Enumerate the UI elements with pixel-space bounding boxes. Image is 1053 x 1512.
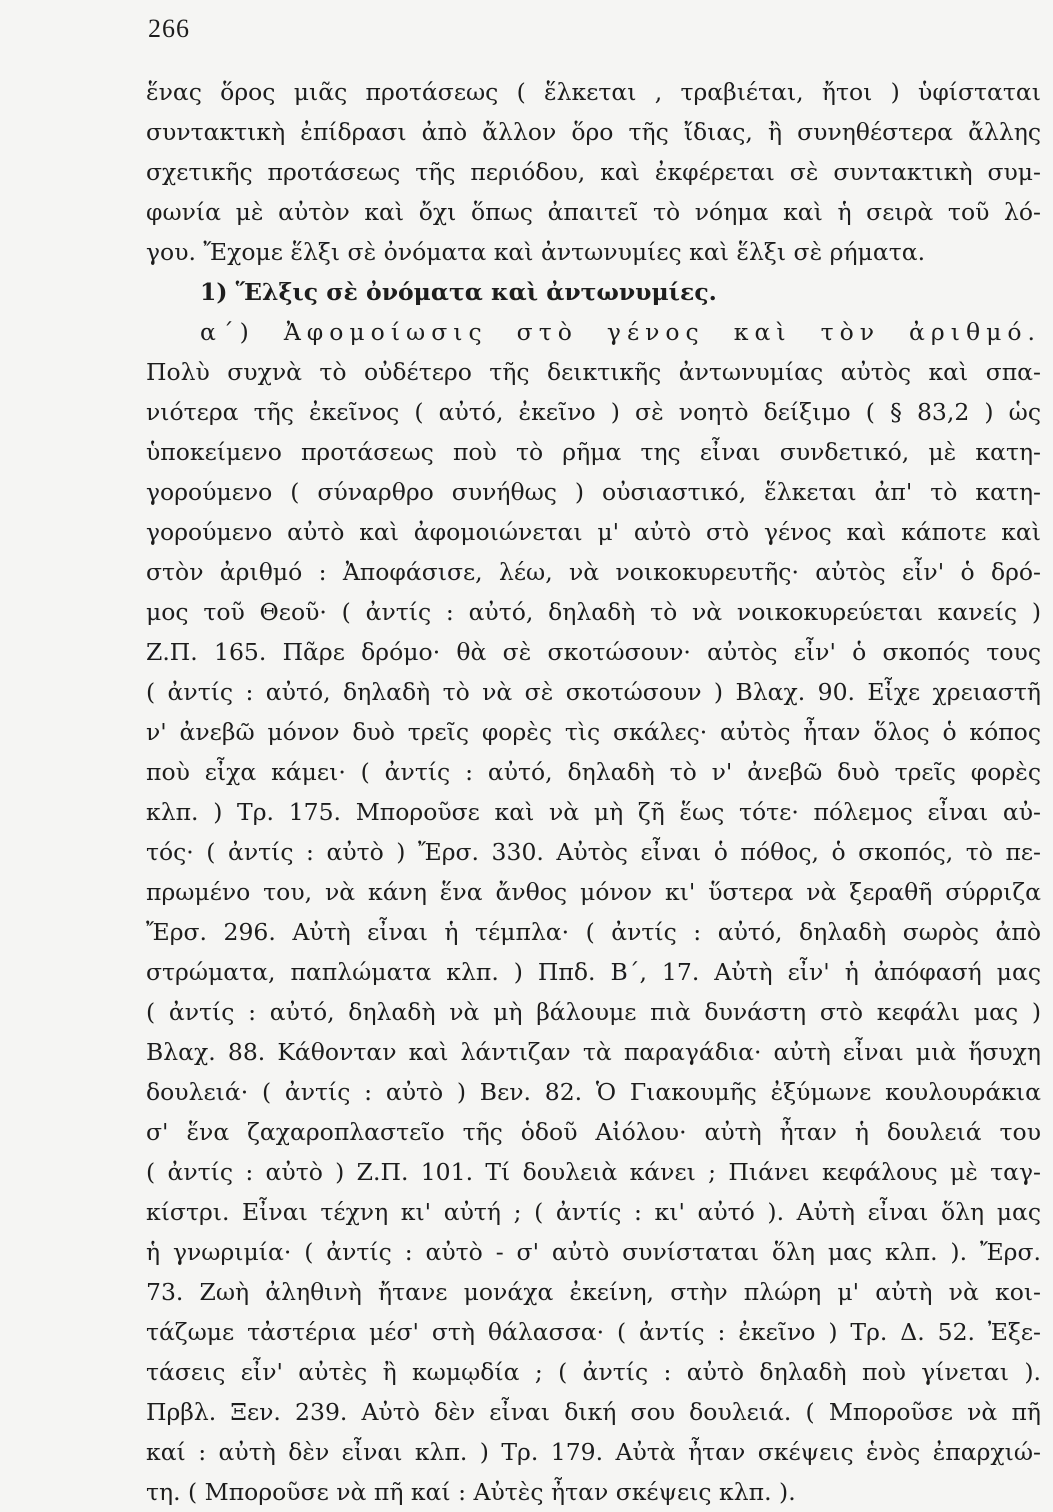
- page-number: 266: [148, 14, 190, 43]
- text-line: φωνία μὲ αὐτὸν καὶ ὄχι ὅπως ἀπαιτεῖ τὸ νόημα καὶ ἡ σειρὰ τοῦ λό-: [146, 198, 1041, 226]
- text-line: ἡ γνωριμία· ( ἀντίς : αὐτὸ - σ' αὐτὸ συνίσταται ὅλη μας κλπ. ). Ἔρσ.: [146, 1238, 1041, 1266]
- text-line: ποὺ εἶχα κάμει· ( ἀντίς : αὐτό, δηλαδὴ τὸ ν' ἀνεβῶ δυὸ τρεῖς φορὲς: [146, 758, 1041, 786]
- text-line: κίστρι. Εἶναι τέχνη κι' αὐτή ; ( ἀντίς : κι' αὐτό ). Αὐτὴ εἶναι ὅλη μας: [146, 1198, 1041, 1226]
- text-line: ( ἀντίς : αὐτὸ ) Ζ.Π. 101. Τί δουλειὰ κάνει ; Πιάνει κεφάλους μὲ ταγ-: [146, 1158, 1041, 1186]
- text-line: στρώματα, παπλώματα κλπ. ) Ππδ. Β΄, 17. Αὐτὴ εἶν' ἡ ἀπόφασή μας: [146, 958, 1041, 986]
- text-line: Πολὺ συχνὰ τὸ οὐδέτερο τῆς δεικτικῆς ἀντωνυμίας αὐτὸς καὶ σπα-: [146, 358, 1041, 386]
- text-line: συντακτικὴ ἐπίδρασι ἀπὸ ἄλλον ὅρο τῆς ἴδιας, ἢ συνηθέστερα ἄλλης: [146, 118, 1041, 146]
- text-line: Βλαχ. 88. Κάθονταν καὶ λάντιζαν τὰ παραγάδια· αὐτὴ εἶναι μιὰ ἥσυχη: [146, 1038, 1041, 1066]
- text-line: τάζωμε τἀστέρια μέσ' στὴ θάλασσα· ( ἀντίς : ἐκεῖνο ) Τρ. Δ. 52. Ἐξε-: [146, 1318, 1041, 1346]
- body-text: [146, 72, 1041, 1512]
- text-line: Ἔρσ. 296. Αὐτὴ εἶναι ἡ τέμπλα· ( ἀντίς : αὐτό, δηλαδὴ σωρὸς ἀπὸ: [146, 918, 1041, 946]
- text-line: 73. Ζωὴ ἀληθινὴ ἤτανε μονάχα ἐκείνη, στὴν πλώρη μ' αὐτὴ νὰ κοι-: [146, 1278, 1041, 1306]
- section-heading: 1) Ἕλξις σὲ ὀνόματα καὶ ἀντωνυμίες.: [200, 278, 717, 306]
- text-line: πρωμένο του, νὰ κάνη ἕνα ἄνθος μόνον κι' ὕστερα νὰ ξεραθῆ σύρριζα: [146, 878, 1041, 906]
- text-line: ν' ἀνεβῶ μόνον δυὸ τρεῖς φορὲς τὶς σκάλες· αὐτὸς ἦταν ὅλος ὁ κόπος: [146, 718, 1041, 746]
- text-line: στὸν ἀριθμό : Ἀποφάσισε, λέω, νὰ νοικοκυρευτῆς· αὐτὸς εἶν' ὁ δρό-: [146, 558, 1041, 586]
- text-line: γου. Ἔχομε ἕλξι σὲ ὀνόματα καὶ ἀντωνυμίες καὶ ἕλξι σὲ ρήματα.: [146, 238, 926, 266]
- text-line: δουλειά· ( ἀντίς : αὐτὸ ) Βεν. 82. Ὁ Γιακουμῆς ἐξύμωνε κουλουράκια: [146, 1078, 1041, 1106]
- text-line: τάσεις εἶν' αὐτὲς ἢ κωμῳδία ; ( ἀντίς : αὐτὸ δηλαδὴ ποὺ γίνεται ).: [146, 1358, 1041, 1386]
- text-line: ( ἀντίς : αὐτό, δηλαδὴ τὸ νὰ σὲ σκοτώσουν ) Βλαχ. 90. Εἶχε χρειαστῆ: [146, 678, 1041, 706]
- text-line: ὑποκείμενο προτάσεως ποὺ τὸ ρῆμα της εἶναι συνδετικό, μὲ κατη-: [146, 438, 1041, 466]
- text-line: Πρβλ. Ξεν. 239. Αὐτὸ δὲν εἶναι δική σου δουλειά. ( Μποροῦσε νὰ πῆ: [146, 1398, 1041, 1426]
- text-line: κλπ. ) Τρ. 175. Μποροῦσε καὶ νὰ μὴ ζῆ ἕως τότε· πόλεμος εἶναι αὐ-: [146, 798, 1041, 826]
- text-line: σ' ἕνα ζαχαροπλαστεῖο τῆς ὁδοῦ Αἰόλου· αὐτὴ ἦταν ἡ δουλειά του: [146, 1118, 1041, 1146]
- text-line: σχετικῆς προτάσεως τῆς περιόδου, καὶ ἐκφέρεται σὲ συντακτικὴ συμ-: [146, 158, 1041, 186]
- text-line: μος τοῦ Θεοῦ· ( ἀντίς : αὐτό, δηλαδὴ τὸ νὰ νοικοκυρεύεται κανείς ): [146, 598, 1041, 626]
- text-line: τη. ( Μποροῦσε νὰ πῆ καί : Αὐτὲς ἦταν σκέψεις κλπ. ).: [146, 1478, 796, 1506]
- text-line: γορούμενο αὐτὸ καὶ ἀφομοιώνεται μ' αὐτὸ στὸ γένος καὶ κάποτε καὶ: [146, 518, 1041, 546]
- text-line: τός· ( ἀντίς : αὐτὸ ) Ἔρσ. 330. Αὐτὸς εἶναι ὁ πόθος, ὁ σκοπός, τὸ πε-: [146, 838, 1041, 866]
- text-line: καί : αὐτὴ δὲν εἶναι κλπ. ) Τρ. 179. Αὐτὰ ἦταν σκέψεις ἑνὸς ἐπαρχιώ-: [146, 1438, 1041, 1466]
- text-line: Ζ.Π. 165. Πᾶρε δρόμο· θὰ σὲ σκοτώσουν· αὐτὸς εἶν' ὁ σκοπός τους: [146, 638, 1041, 666]
- subsection-heading: α΄) Ἀφομοίωσις στὸ γένος καὶ τὸν ἀριθμό.: [200, 318, 1041, 346]
- text-line: ἕνας ὅρος μιᾶς προτάσεως ( ἕλκεται , τραβιέται, ἤτοι ) ὑφίσταται: [146, 78, 1041, 106]
- text-line: νιότερα τῆς ἐκεῖνος ( αὐτό, ἐκεῖνο ) σὲ νοητὸ δείξιμο ( § 83,2 ) ὡς: [146, 398, 1041, 426]
- text-line: ( ἀντίς : αὐτό, δηλαδὴ νὰ μὴ βάλουμε πιὰ δυνάστη στὸ κεφάλι μας ): [146, 998, 1041, 1026]
- text-line: γορούμενο ( σύναρθρο συνήθως ) οὐσιαστικό, ἕλκεται ἀπ' τὸ κατη-: [146, 478, 1041, 506]
